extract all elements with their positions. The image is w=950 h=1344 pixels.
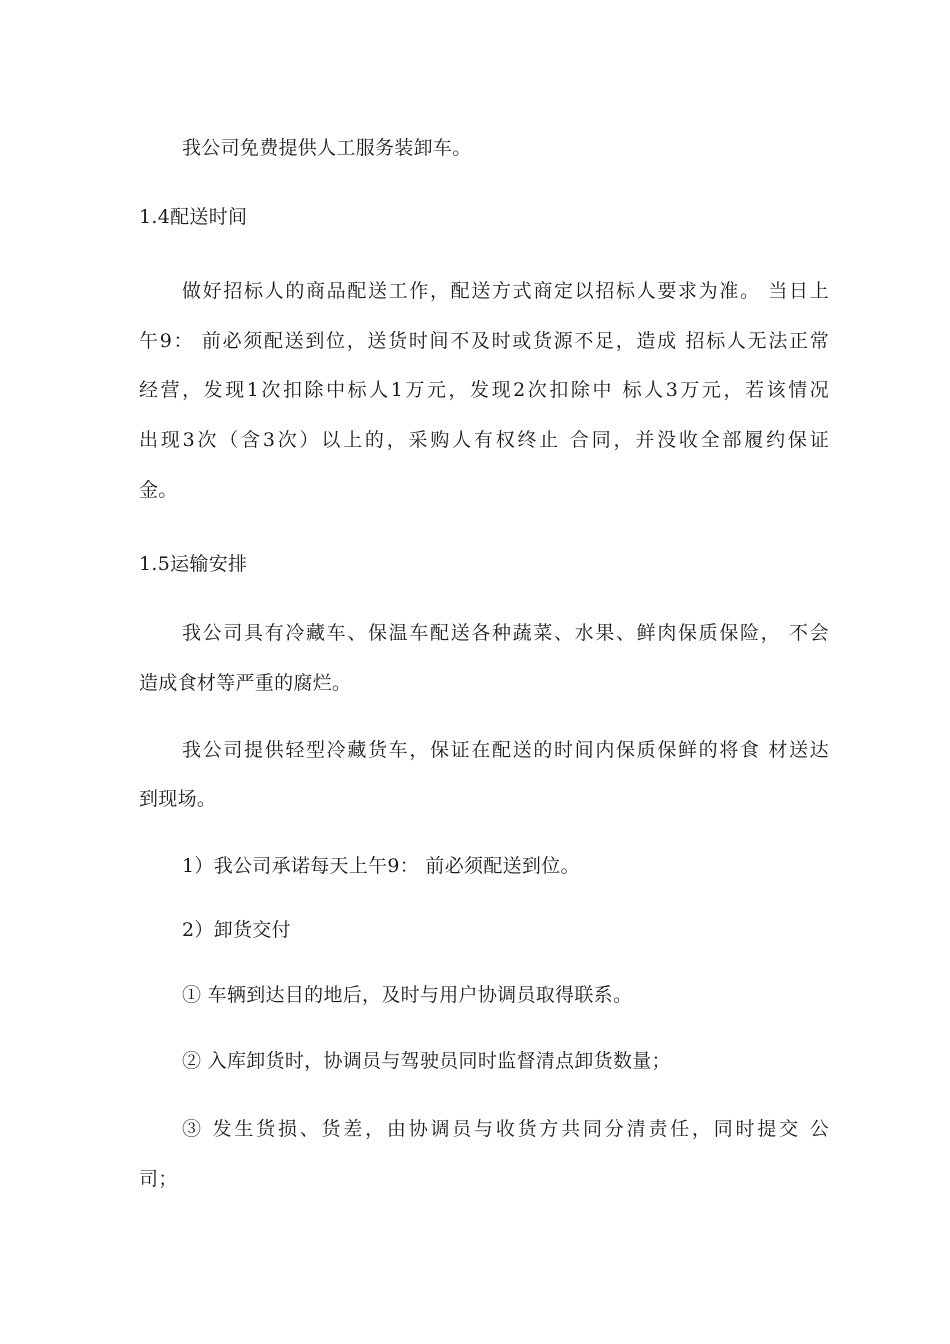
list-item: 2）卸货交付 (182, 919, 291, 941)
paragraph-line: 经营，发现1次扣除中标人1万元，发现2次扣除中 标人3万元，若该情况 (139, 379, 829, 401)
paragraph-line: 出现3次（含3次）以上的，采购人有权终止 合同，并没收全部履约保证 (139, 429, 829, 451)
paragraph-line: 午9： 前必须配送到位，送货时间不及时或货源不足，造成 招标人无法正常 (139, 330, 829, 352)
section-heading-1-4: 1.4配送时间 (139, 206, 248, 228)
paragraph-line: 到现场。 (139, 788, 217, 810)
list-item: 1）我公司承诺每天上午9： 前必须配送到位。 (182, 855, 580, 877)
list-item: ③ 发生货损、货差，由协调员与收货方共同分清责任，同时提交 公 (182, 1118, 829, 1140)
list-item: ① 车辆到达目的地后，及时与用户协调员取得联系。 (182, 984, 633, 1006)
paragraph-line: 我公司具有冷藏车、保温车配送各种蔬菜、水果、鲜肉保质保险， 不会 (182, 622, 829, 644)
paragraph-line: 我公司提供轻型冷藏货车，保证在配送的时间内保质保鲜的将食 材送达 (182, 739, 829, 761)
paragraph-line: 金。 (139, 479, 178, 501)
paragraph-line: 做好招标人的商品配送工作，配送方式商定以招标人要求为准。 当日上 (182, 280, 829, 302)
list-item: ② 入库卸货时，协调员与驾驶员同时监督清点卸货数量； (182, 1050, 671, 1072)
paragraph-line: 造成食材等严重的腐烂。 (139, 672, 352, 694)
section-heading-1-5: 1.5运输安排 (139, 553, 248, 575)
paragraph-line: 我公司免费提供人工服务装卸车。 (182, 137, 472, 159)
list-item-continuation: 司； (139, 1168, 178, 1190)
